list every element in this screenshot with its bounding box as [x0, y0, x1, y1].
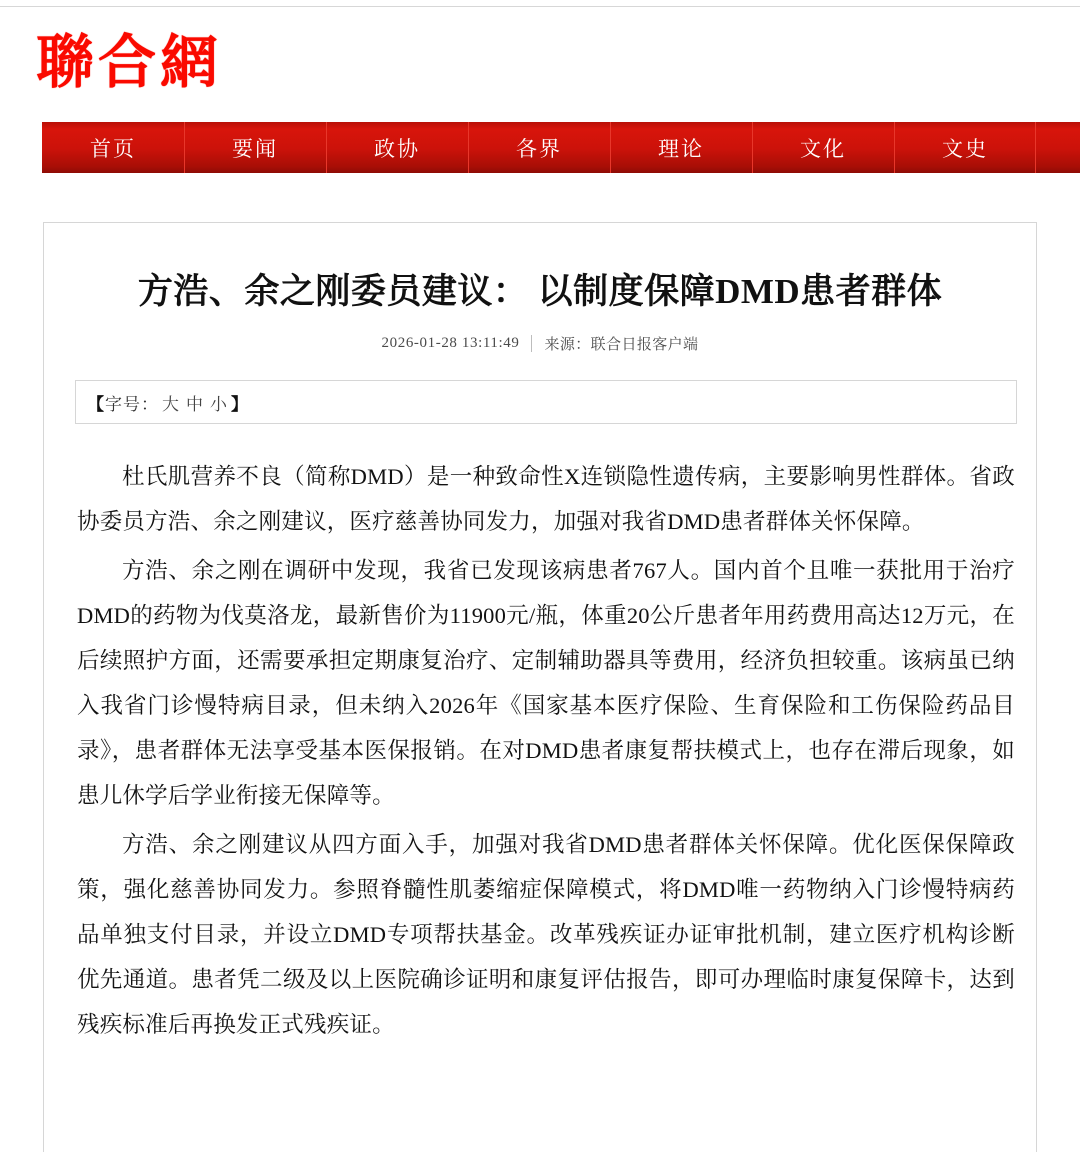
nav-item-label: 文史: [942, 136, 988, 161]
nav-item-sectors[interactable]: [468, 122, 610, 173]
font-size-label: 字号：: [105, 394, 159, 414]
bracket-close: 】: [231, 394, 249, 414]
font-size-medium-button[interactable]: 中: [186, 394, 204, 414]
font-size-toolbar: [75, 380, 1017, 424]
font-size-large-button[interactable]: 大: [162, 394, 180, 414]
nav-overflow-area: [1036, 122, 1080, 173]
site-logo[interactable]: 聯合網: [36, 28, 223, 96]
article-paragraph: 杜氏肌营养不良（简称DMD）是一种致命性X连锁隐性遗传病，主要影响男性群体。省政协委员方浩、余之刚建议，医疗慈善协同发力，加强对我省DMD患者群体关怀保障。: [77, 464, 1015, 534]
bracket-open: 【: [87, 394, 105, 414]
font-size-small-button[interactable]: 小: [210, 394, 228, 414]
article-paragraph: 方浩、余之刚建议从四方面入手，加强对我省DMD患者群体关怀保障。优化医保保障政策，强化慈善协同发力。参照脊髓性肌萎缩症保障模式，将DMD唯一药物纳入门诊慢特病药品单独支付目录，并设立DMD专项帮扶基金。改革残疾证办证审批机制，建立医疗机构诊断优先通道。患者凭二级及以上医院确诊证明和康复评估报告，即可办理临时康复保障卡，达到残疾标准后再换发正式残疾证。: [77, 832, 1015, 1037]
meta-divider: [531, 335, 532, 352]
publish-timestamp: 2026-01-28 13:11:49: [381, 335, 520, 351]
article-body: [77, 454, 1015, 1047]
nav-item-label: 要闻: [232, 136, 278, 161]
nav-item-label: 政协: [374, 136, 420, 161]
nav-item-home[interactable]: [42, 122, 184, 173]
nav-item-label: 理论: [658, 136, 704, 161]
article-paragraph: 方浩、余之刚在调研中发现，我省已发现该病患者767人。国内首个且唯一获批用于治疗DMD的药物为伐莫洛龙，最新售价为11900元/瓶，体重20公斤患者年用药费用高达12万元，在后续照护方面，还需要承担定期康复治疗、定制辅助器具等费用，经济负担较重。该病虽已纳入我省门诊慢特病目录，但未纳入2026年《国家基本医疗保险、生育保险和工伤保险药品目录》，患者群体无法享受基本医保报销。在对DMD患者康复帮扶模式上，也存在滞后现象，如患儿休学后学业衔接无保障等。: [77, 558, 1015, 808]
nav-item-history[interactable]: [894, 122, 1036, 173]
nav-item-culture[interactable]: [752, 122, 894, 173]
article-source: 来源：联合日报客户端: [544, 337, 699, 353]
nav-item-label: 文化: [800, 136, 846, 161]
nav-item-theory[interactable]: [610, 122, 752, 173]
nav-item-label: 各界: [516, 136, 562, 161]
page-title: 方浩、余之刚委员建议： 以制度保障DMD患者群体: [137, 272, 943, 311]
article-card: [43, 222, 1037, 1152]
primary-navigation-bar: [42, 122, 1080, 173]
nav-item-headlines[interactable]: [184, 122, 326, 173]
article-meta: [44, 333, 1036, 354]
nav-item-cppcc[interactable]: [326, 122, 468, 173]
nav-item-label: 首页: [90, 136, 136, 161]
site-masthead: [0, 7, 1080, 117]
